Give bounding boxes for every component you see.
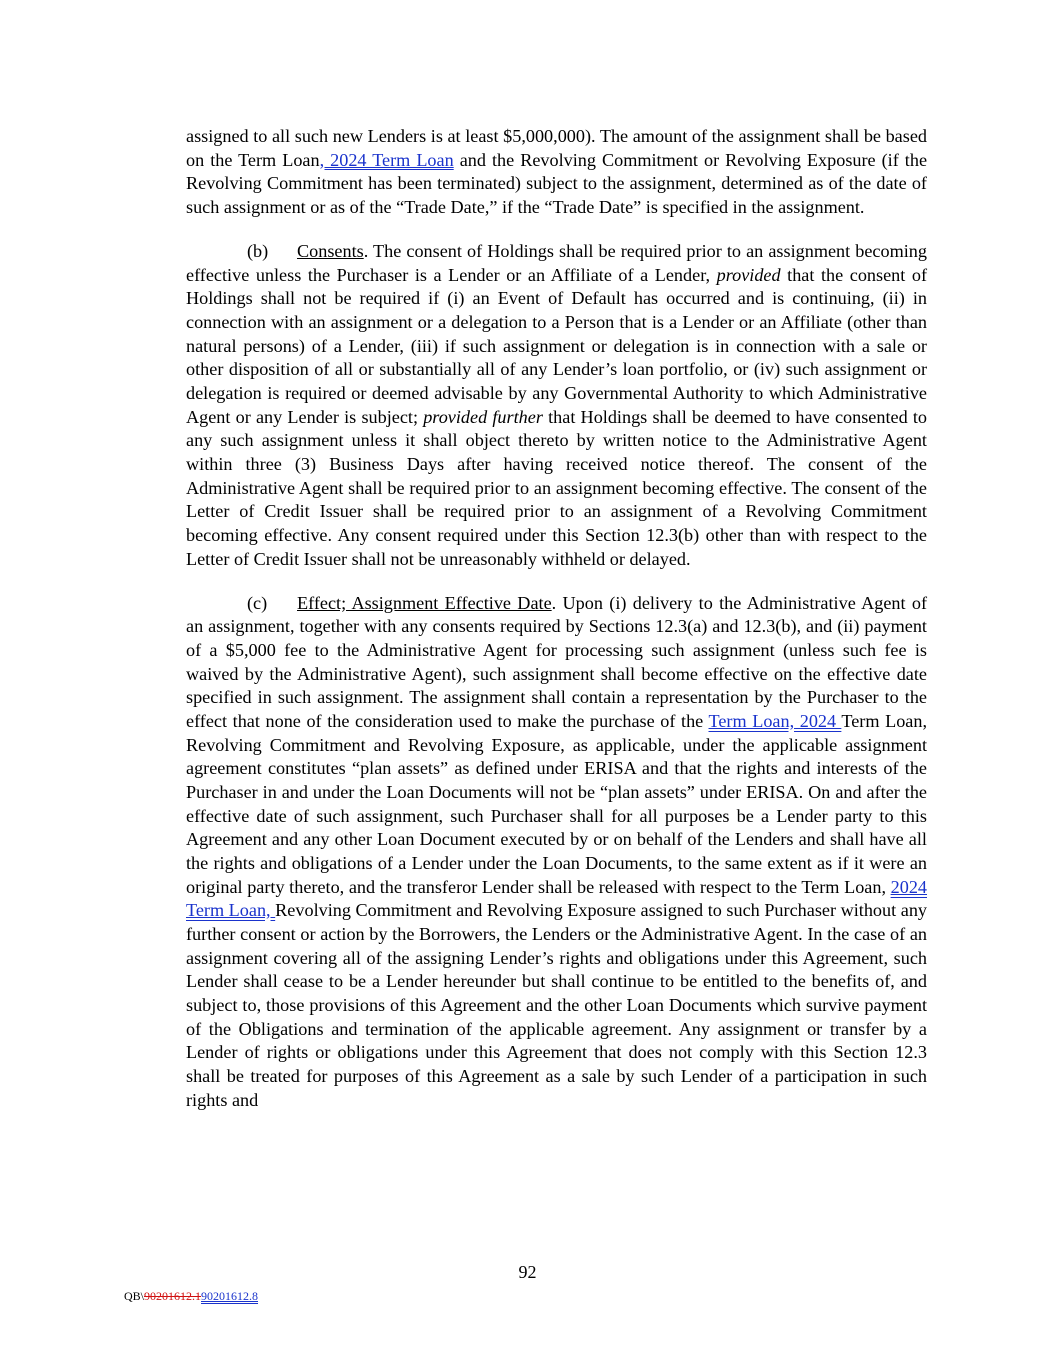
para-a-text-1: assigned to all such new Lenders is at least $5,000,000). The amount of the assignment shall be based on the Term Loan (186, 126, 927, 170)
inserted-text-term-loan-2024: Term Loan, 2024 (708, 711, 842, 732)
para-c-text-3: Revolving Commitment and Revolving Exposure assigned to such Purchaser without any further consent or action by the Borrowers, the Lenders or the Administrative Agent. In the case of an assignment covering all of the assigning Lender’s rights and obligations under this Agreement, such Lender shall cease to be a Lender hereunder but shall continue to be entitled to the benefits of, and subject to, those provisions of this Agreement and the other Loan Documents which survive payment of the Obligations and termination of the applicable agreement. Any assignment or transfer by a Lender of rights or obligations under this Agreement that does not comply with this Section 12.3 shall be treated for purposes of this Agreement as a sale by such Lender of a participation in such rights and (186, 900, 928, 1110)
para-b-emphasis-2: provided further (423, 406, 543, 427)
inserted-text-2024-term-loan: 2024 Term Loan, (186, 876, 927, 921)
para-c-text-2: Term Loan, Revolving Commitment and Revolving Exposure, as applicable, under the applicable assignment agreement constitutes “plan assets” as defined under ERISA and that the rights and interests of the Purchaser in and under the Loan Documents will not be “plan assets” under ERISA. On and after the effective date of such assignment, such Purchaser shall for all purposes be a Lender party to this Agreement and any other Loan Document executed by or on behalf of the Lenders and shall have all the rights and obligations of a Lender under the Loan Documents, to the same extent as if it were an original party thereto, and the transferor Lender shall be released with respect to the Term Loan, (186, 711, 927, 897)
para-b-text-1: . The consent of Holdings shall be required prior to an assignment becoming effective unless the Purchaser is a Lender or an Affiliate of a Lender, (186, 241, 927, 285)
inserted-text-2024-term-loan: , 2024 Term Loan (319, 149, 454, 170)
para-b-emphasis-1: provided (716, 264, 781, 285)
paragraph-c-effect (186, 592, 927, 1112)
body-text (186, 125, 927, 1133)
para-b-heading: Consents (297, 241, 364, 262)
footer-deleted-id: 90201612.1 (144, 1289, 202, 1303)
para-c-text-1: . Upon (i) delivery to the Administrative Agent of an assignment, together with any consents required by Sections 12.3(a) and 12.3(b), and (ii) payment of a $5,000 fee to the Administrative Agent for processing such assignment (unless such fee is waived by the Administrative Agent), such assignment shall become effective on the effective date specified in such assignment. The assignment shall contain a representation by the Purchaser to the effect that none of the consideration used to make the purchase of the (186, 592, 928, 732)
para-b-text-3: that Holdings shall be deemed to have consented to any such assignment unless it shall object thereto by written notice to the Administrative Agent within three (3) Business Days after having received notice thereof. The consent of the Administrative Agent shall be required prior to an assignment becoming effective. The consent of the Letter of Credit Issuer shall be required prior to an assignment of a Revolving Commitment becoming effective. Any consent required under this Section 12.3(b) other than with respect to the Letter of Credit Issuer shall not be unreasonably withheld or delayed. (186, 406, 928, 569)
document-id-footer (124, 1289, 258, 1304)
para-a-text-2: and the Revolving Commitment or Revolving Exposure (if the Revolving Commitment has been terminated) subject to the assignment, determined as of the date of such assignment or as of the “Trade Date,” if the “Trade Date” is specified in the assignment. (186, 149, 928, 217)
para-c-heading: Effect; Assignment Effective Date (297, 592, 552, 613)
para-c-label: (c) (247, 592, 268, 613)
paragraph-a-continuation (186, 125, 927, 220)
footer-prefix: QB\ (124, 1289, 145, 1303)
paragraph-b-consents (186, 240, 927, 571)
footer-inserted-id: 90201612.8 (201, 1289, 259, 1303)
para-b-text-2: that the consent of Holdings shall not be required if (i) an Event of Default has occurred and is continuing, (ii) in connection with an assignment or a delegation to a Person that is a Lender or an Affiliate (other than natural persons) of a Lender, (iii) if such assignment or delegation is in connection with a sale or other disposition of all or substantially all of any Lender’s loan portfolio, or (iv) such assignment or delegation is required or deemed advisable by any Governmental Authority to which Administrative Agent or any Lender is subject; (186, 264, 927, 427)
page-number: 92 (518, 1262, 537, 1282)
para-b-label: (b) (247, 241, 269, 262)
